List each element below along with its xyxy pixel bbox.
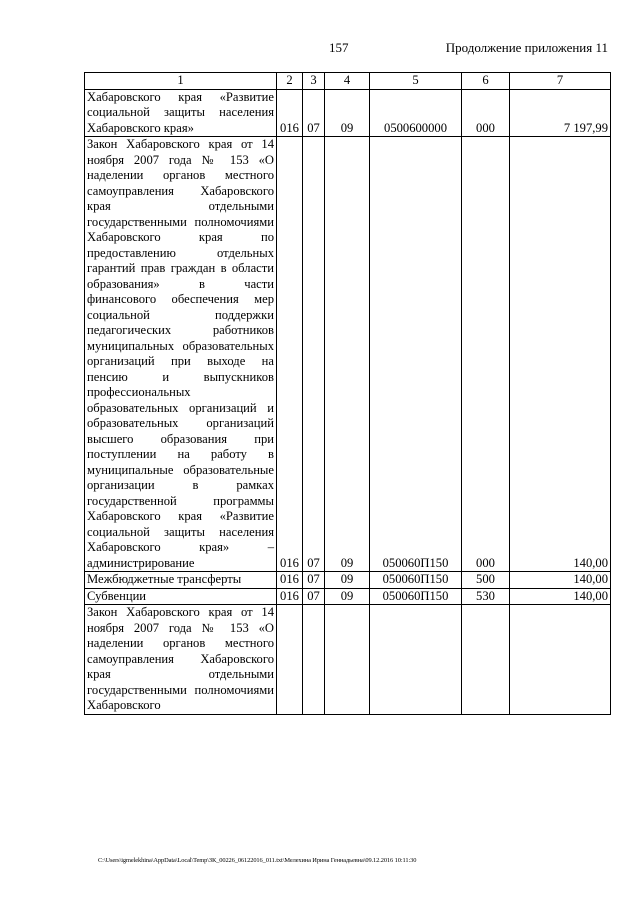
subsection-code-2: 09: [325, 137, 370, 572]
target-code: 050060П150: [370, 137, 462, 572]
table-row: [85, 588, 611, 605]
column-header: 4: [325, 73, 370, 90]
subsection-code-2: 09: [325, 588, 370, 605]
row-name: Закон Хабаровского края от 14 ноября 2007 года № 153 «О наделении органов местного самоуправления Хабаровского края отдельными государственными полномочиями Хабаровского края по предоставлению отдельных гарантий прав граждан в области образования» в части финансового обеспечения мер социальной поддержки педагогических работников муниципальных образовательных организаций при выходе на пенсию и выпускников профессиональных образовательных организаций и образовательных организаций высшего образования при поступлении на работу в муниципальные образовательные организации в рамках государственной программы Хабаровского края «Развитие социальной защиты населения Хабаровского края» – администрирование: [85, 137, 277, 572]
expense-type-code: 500: [462, 572, 510, 589]
target-code: 0500600000: [370, 89, 462, 137]
section-code: [277, 605, 303, 715]
subsection-code: 07: [303, 588, 325, 605]
subsection-code: [303, 605, 325, 715]
appendix-title: Продолжение приложения 11: [445, 40, 608, 55]
target-code: 050060П150: [370, 572, 462, 589]
expense-type-code: [462, 605, 510, 715]
column-header: 6: [462, 73, 510, 90]
subsection-code: 07: [303, 572, 325, 589]
expense-type-code: 000: [462, 137, 510, 572]
row-name: Межбюджетные трансферты: [85, 572, 277, 589]
expense-type-code: 000: [462, 89, 510, 137]
table-row: [85, 137, 611, 572]
subsection-code-2: 09: [325, 89, 370, 137]
amount: [510, 605, 611, 715]
expense-type-code: 530: [462, 588, 510, 605]
table-row: [85, 89, 611, 137]
subsection-code-2: 09: [325, 572, 370, 589]
table-header-row: [85, 73, 611, 90]
section-code: 016: [277, 89, 303, 137]
section-code: 016: [277, 137, 303, 572]
target-code: 050060П150: [370, 588, 462, 605]
column-header: 1: [85, 73, 277, 90]
section-code: 016: [277, 572, 303, 589]
table-row: [85, 572, 611, 589]
column-header: 2: [277, 73, 303, 90]
amount: 140,00: [510, 588, 611, 605]
amount: 140,00: [510, 572, 611, 589]
row-name: Хабаровского края «Развитие социальной защиты населения Хабаровского края»: [85, 89, 277, 137]
column-header: 5: [370, 73, 462, 90]
column-header: 7: [510, 73, 611, 90]
budget-table: [84, 72, 611, 715]
column-header: 3: [303, 73, 325, 90]
amount: 140,00: [510, 137, 611, 572]
target-code: [370, 605, 462, 715]
subsection-code-2: [325, 605, 370, 715]
section-code: 016: [277, 588, 303, 605]
page-number: 157: [329, 40, 349, 55]
row-name: Закон Хабаровского края от 14 ноября 2007 года № 153 «О наделении органов местного самоуправления Хабаровского края отдельными государственными полномочиями Хабаровского: [85, 605, 277, 715]
table-row: [85, 605, 611, 715]
footer-file-path: C:\Users\igmelekhina\AppData\Local\Temp\ЗК_00226_06122016_011.txt\Мелехина Ирина Геннадьевна\09.12.2016 10:11:30: [98, 857, 417, 864]
amount: 7 197,99: [510, 89, 611, 137]
subsection-code: 07: [303, 89, 325, 137]
subsection-code: 07: [303, 137, 325, 572]
row-name: Субвенции: [85, 588, 277, 605]
